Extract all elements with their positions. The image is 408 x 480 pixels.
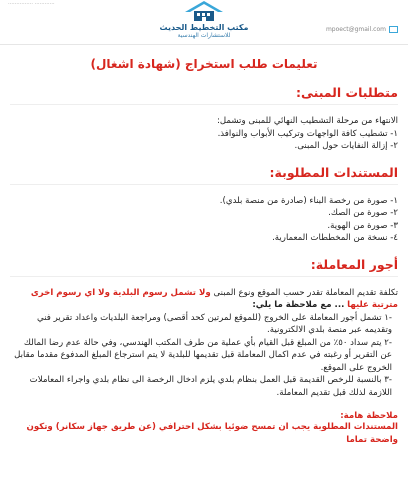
logo-name: مكتب التخطيط الحديث	[159, 23, 249, 32]
building-req-line: ١- تشطيب كافة الواجهات وتركيب الأبواب والنوافذ.	[217, 128, 398, 139]
logo-subtitle: للاستشارات الهندسية	[177, 32, 231, 39]
building-req-line: الانتهاء من مرحلة التشطيب النهائي للمبنى وتشمل:	[217, 116, 398, 126]
email-contact[interactable]	[326, 26, 398, 33]
document-line: ١- صورة من رخصة البناء (صادرة من منصة بلدي).	[219, 195, 398, 206]
building-req-line: ٢- إزالة النفايات حول المبنى.	[294, 141, 398, 151]
page-title: تعليمات طلب استخراج (شهادة اشغال)	[90, 57, 318, 71]
email-text[interactable]: mpoect@gmail.com	[325, 26, 386, 33]
important-note-section	[10, 411, 398, 446]
important-note-text: المستندات المطلوبة يجب ان تمسح ضوئيا بشكل احترافي (عن طريق جهاز سكانر) وتكون واضحة تماما	[26, 422, 398, 445]
site-header	[0, 0, 408, 45]
document-line: ٤- نسخة من المخططات المعمارية.	[272, 233, 398, 243]
fee-point: -٣ بالنسبة للرخص القديمة قبل العمل بنظام بلدي يلزم ادخال الرخصة الى نظام بلدي واجراء المعاملات اللازمة لذلك قبل تقديم المعاملة.	[29, 375, 392, 398]
fees-section	[10, 257, 398, 400]
fees-intro-text: تكلفة تقديم المعاملة تقدر حسب الموقع ونوع المبنى	[213, 287, 398, 298]
fees-intro-tail: ... مع ملاحظة ما يلي:	[252, 300, 345, 310]
logo[interactable]	[149, 0, 259, 42]
required-documents-heading: المستندات المطلوبة:	[10, 165, 398, 185]
fees-intro-red: ولا تشمل رسوم البلدية ولا اي رسوم اخرى مترتبة عليها	[30, 287, 398, 310]
building-requirements-section	[10, 85, 398, 153]
contact-top-text: …………… …………	[8, 0, 55, 6]
fee-point: -١ تشمل أجور المعاملة على الخروج (للموقع لمرتين كحد أقصى) ومراجعة البلديات واعداد تقرير فني وتقديمه عبر منصة بلدي الالكترونية.	[37, 312, 392, 335]
mail-icon	[389, 26, 398, 33]
building-requirements-heading: متطلبات المبنى:	[10, 85, 398, 105]
document-line: ٢- صورة من الصك.	[328, 208, 398, 218]
important-note-heading: ملاحظة هامة:	[340, 411, 398, 421]
document-line: ٣- صورة من الهوية.	[327, 220, 398, 231]
required-documents-section	[10, 165, 398, 245]
main-content	[0, 57, 408, 446]
fee-point: -٢ يتم سداد ٥٠٪ من المبلغ قبل القيام بأي عملية من طرف المكتب الهندسي، وفي حالة عدم رضا المالك عن التقرير أو رغبته في عدم اكمال المعاملة قبل تقديمها للبلدية لا يتم استرجاع المبلغ المدفوع مقدما مقابل الخروج على الموقع.	[14, 337, 392, 373]
fees-intro	[10, 287, 398, 312]
building-logo-icon	[182, 0, 226, 22]
fees-heading: أجور المعاملة:	[10, 257, 398, 277]
